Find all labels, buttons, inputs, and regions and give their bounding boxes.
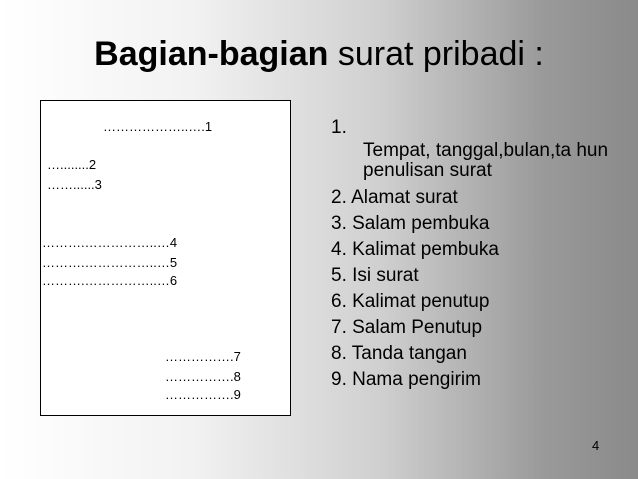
slide-title-bold: Bagian-bagian [94, 35, 329, 73]
letter-line-2: …........2 [47, 157, 97, 172]
letter-line-7: …………….7 [165, 349, 241, 364]
parts-list [331, 115, 611, 393]
letter-line-6: ……….……………..…6 [42, 273, 178, 288]
letter-line-3: ……......3 [47, 177, 102, 192]
slide-title-rest: surat pribadi : [328, 35, 544, 73]
letter-line-9: …………….9 [165, 387, 241, 402]
list-item: 4. Kalimat pembuka [331, 239, 499, 260]
page-number: 4 [592, 438, 600, 453]
list-item-1-number: 1. [331, 117, 347, 138]
list-item: 7. Salam Penutup [331, 317, 483, 338]
list-item: 2. Alamat surat [331, 187, 458, 208]
slide-title [0, 32, 638, 76]
letter-line-1: ………………..….1 [103, 119, 213, 134]
list-item: 5. Isi surat [331, 265, 419, 286]
letter-line-8: …………….8 [165, 369, 241, 384]
list-item: 8. Tanda tangan [331, 343, 467, 364]
list-item: 9. Nama pengirim [331, 369, 481, 390]
letter-layout-diagram [40, 100, 291, 416]
letter-line-5: ……….……………..…5 [42, 255, 178, 270]
list-item-1-text: Tempat, tanggal,bulan,ta hun penulisan surat [363, 140, 609, 181]
letter-line-4: ……….……………..…4 [42, 235, 178, 250]
list-item: 3. Salam pembuka [331, 213, 490, 234]
list-item: 6. Kalimat penutup [331, 291, 490, 312]
